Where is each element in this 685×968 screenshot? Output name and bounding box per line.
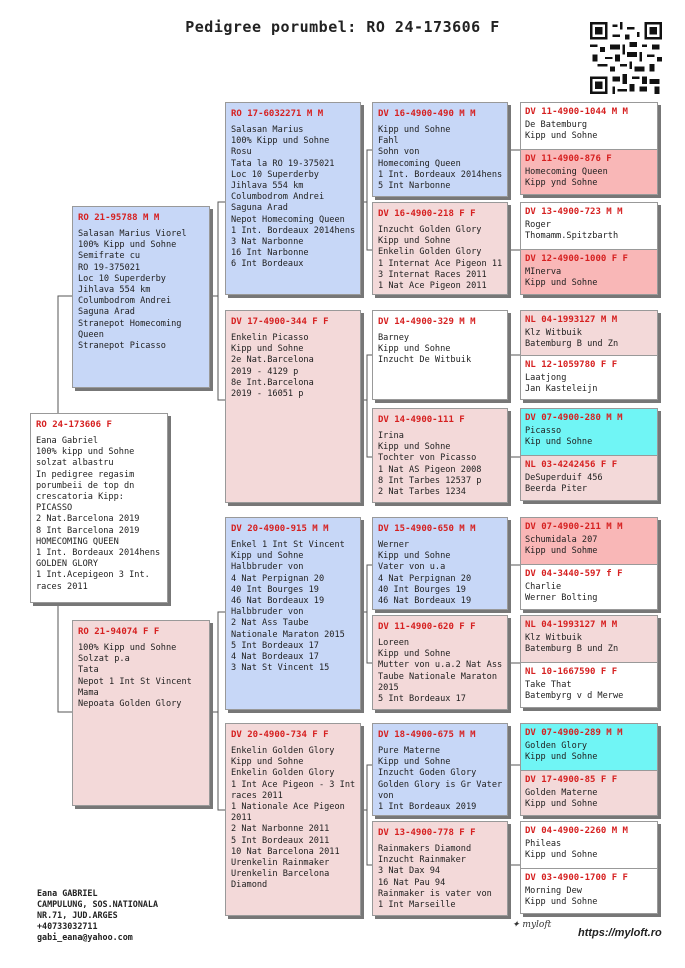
- details: Charlie Werner Bolting: [525, 581, 598, 603]
- ring-id: DV 07-4900-289 M M: [525, 728, 623, 738]
- details: Phileas Kipp und Sohne: [525, 839, 598, 861]
- ancestor-entry: [521, 409, 657, 455]
- ring-id: DV 11-4900-620 F F: [378, 622, 476, 632]
- details: Picasso Kip und Sohne: [525, 426, 593, 448]
- ring-id: DV 07-4900-211 M M: [525, 522, 623, 532]
- owner-contact: [37, 888, 158, 943]
- sire-ring-id: RO 21-95788 M M: [78, 213, 160, 223]
- website-link[interactable]: https://myloft.ro: [578, 927, 662, 939]
- details: Roger Thomamm.Spitzbarth: [525, 220, 619, 242]
- sire-details: Salasan Marius Viorel 100% Kipp und Sohne Semifrate cu RO 19-375021 Loc 10 Superderby Jihlava 554 km Columbodrom Andrei Saguna Arad Stranepot Homecoming Queen Stranepot Picasso: [78, 229, 187, 352]
- details: Enkelin Picasso Kipp und Sohne 2e Nat.Barcelona 2019 - 4129 p 8e Int.Barcelona 2019 - 16051 p: [231, 333, 314, 400]
- ring-id: DV 16-4900-490 M M: [378, 109, 476, 119]
- details: Klz Witbuik Batemburg B und Zn: [525, 633, 619, 655]
- myloft-logo: [512, 920, 551, 930]
- ring-id: DV 12-4900-1000 F F: [525, 253, 628, 264]
- details: Inzucht Golden Glory Kipp und Sohne Enkelin Golden Glory 1 Internat Ace Pigeon 11 3 Internat Races 2011 1 Nat Ace Pigeon 2011: [378, 225, 503, 292]
- details: Loreen Kipp und Sohne Mutter von u.a.2 Nat Ass Taube Nationale Maraton 2015 5 Int Bordeaux 17: [378, 638, 503, 705]
- page-title: Pedigree porumbel: RO 24-173606 F: [185, 18, 500, 36]
- grandparent-card: [225, 102, 361, 295]
- subject-ring-id: RO 24-173606 F: [36, 420, 112, 430]
- ancestor-pair: [520, 102, 658, 195]
- ancestor-entry: [521, 249, 657, 295]
- great-grandparent-card: [372, 615, 508, 710]
- ancestor-entry: [521, 518, 657, 564]
- owner-email[interactable]: gabi_eana@yahoo.com: [37, 932, 133, 942]
- owner-address-line: CAMPULUNG, SOS.NATIONALA: [37, 899, 159, 909]
- details: Enkel 1 Int St Vincent Kipp und Sohne Halbbruder von 4 Nat Perpignan 20 40 Int Bourges 19 46 Nat Bordeaux 19 Halbbruder von 2 Nat Ass Taube Nationale Maraton 2015 5 Int Bordeaux 17 4 Nat Bordeaux 17 3 Nat St Vincent 15: [231, 540, 345, 674]
- ring-id: DV 11-4900-876 F: [525, 153, 612, 164]
- ring-id: DV 11-4900-1044 M M: [525, 107, 628, 117]
- ancestor-entry: [521, 355, 657, 399]
- details: Golden Materne Kipp und Sohne: [525, 787, 598, 809]
- owner-name: Eana GABRIEL: [37, 888, 98, 898]
- ring-id: DV 17-4900-85 F F: [525, 774, 618, 785]
- ancestor-entry: [521, 616, 657, 662]
- ring-id: DV 18-4900-675 M M: [378, 730, 476, 740]
- grandparent-card: [225, 310, 361, 503]
- owner-phone: +40733032711: [37, 921, 98, 931]
- ring-id: DV 20-4900-734 F F: [231, 730, 329, 740]
- details: Enkelin Golden Glory Kipp und Sohne Enkelin Golden Glory 1 Int Ace Pigeon - 3 Int races 2011 1 Nationale Ace Pigeon 2011 2 Nat Narbonne 2011 5 Int Bordeaux 2011 10 Nat Barcelona 2011 Urenkelin Rainmaker Urenkelin Barcelona Diamond: [231, 746, 356, 891]
- great-grandparent-card: [372, 723, 508, 816]
- great-grandparent-card: [372, 202, 508, 295]
- details: Salasan Marius 100% Kipp und Sohne Rosu Tata la RO 19-375021 Loc 10 Superderby Jihlava 554 km Columbodrom Andrei Saguna Arad Nepot Homecoming Queen 1 Int. Bordeaux 2014hens 3 Nat Narbonne 16 Int Narbonne 6 Int Bordeaux: [231, 125, 356, 270]
- details: DeSuperduif 456 Beerda Piter: [525, 472, 603, 494]
- details: Morning Dew Kipp und Sohne: [525, 885, 598, 907]
- ancestor-entry: [521, 662, 657, 708]
- ring-id: DV 17-4900-344 F F: [231, 317, 329, 327]
- ancestor-pair: [520, 615, 658, 708]
- details: Irina Kipp und Sohne Tochter von Picasso 1 Nat AS Pigeon 2008 8 Int Tarbes 12537 p 2 Nat Tarbes 1234: [378, 431, 482, 498]
- ring-id: DV 13-4900-723 M M: [525, 207, 623, 217]
- owner-address-line: NR.71, JUD.ARGES: [37, 910, 118, 920]
- ring-id: NL 10-1667590 F F: [525, 666, 618, 677]
- ancestor-entry: [521, 822, 657, 868]
- ancestor-entry: [521, 203, 657, 249]
- dam-ring-id: RO 21-94074 F F: [78, 627, 160, 637]
- ancestor-entry: [521, 103, 657, 149]
- ancestor-pair: [520, 202, 658, 295]
- details: Rainmakers Diamond Inzucht Rainmaker 3 Nat Dax 94 16 Nat Pau 94 Rainmaker is vater von 1 Int Marseille: [378, 844, 492, 911]
- details: Klz Witbuik Batemburg B und Zn: [525, 328, 619, 350]
- ring-id: NL 03-4242456 F F: [525, 459, 618, 470]
- ring-id: DV 13-4900-778 F F: [378, 828, 476, 838]
- ring-id: DV 16-4900-218 F F: [378, 209, 476, 219]
- ring-id: DV 15-4900-650 M M: [378, 524, 476, 534]
- details: Werner Kipp und Sohne Vater von u.a 4 Nat Perpignan 20 40 Int Bourges 19 46 Nat Bordeaux 19: [378, 540, 472, 607]
- ring-id: NL 04-1993127 M M: [525, 620, 618, 630]
- subject-card: [30, 413, 168, 603]
- details: Laatjong Jan Kasteleijn: [525, 373, 598, 395]
- grandparent-card: [225, 517, 361, 710]
- great-grandparent-card: [372, 821, 508, 916]
- ancestor-pair: [520, 408, 658, 501]
- details: Schumidala 207 Kipp und Sohme: [525, 535, 598, 557]
- ring-id: DV 04-3440-597 f F: [525, 568, 623, 579]
- ancestor-entry: [521, 455, 657, 501]
- ancestor-pair: [520, 821, 658, 914]
- ancestor-pair: [520, 310, 658, 400]
- pigeon-icon: ✦: [512, 920, 520, 930]
- ring-id: NL 04-1993127 M M: [525, 315, 618, 325]
- great-grandparent-card: [372, 408, 508, 503]
- details: MInerva Kipp und Sohne: [525, 266, 598, 288]
- grandparent-card: [225, 723, 361, 916]
- ring-id: DV 14-4900-111 F: [378, 415, 465, 425]
- details: Barney Kipp und Sohne Inzucht De Witbuik: [378, 333, 472, 366]
- ring-id: RO 17-6032271 M M: [231, 109, 324, 119]
- ring-id: DV 07-4900-280 M M: [525, 413, 623, 423]
- great-grandparent-card: [372, 102, 508, 197]
- ancestor-entry: [521, 564, 657, 610]
- details: Pure Materne Kipp und Sohne Inzucht Goden Glory Golden Glory is Gr Vater von 1 Int Bordeaux 2019: [378, 746, 503, 813]
- ancestor-entry: [521, 868, 657, 914]
- ancestor-entry: [521, 311, 657, 355]
- ring-id: DV 14-4900-329 M M: [378, 317, 476, 327]
- logo-text: myloft: [522, 920, 552, 930]
- dam-details: 100% Kipp und Sohne Solzat p.a Tata Nepot 1 Int St Vincent Mama Nepoata Golden Glory: [78, 643, 192, 710]
- ancestor-pair: [520, 723, 658, 816]
- ring-id: DV 03-4900-1700 F F: [525, 872, 628, 883]
- dam-card: [72, 620, 210, 806]
- great-grandparent-card: [372, 310, 508, 400]
- details: Homecoming Queen Kipp ynd Sohne: [525, 166, 608, 188]
- ring-id: DV 20-4900-915 M M: [231, 524, 329, 534]
- sire-card: [72, 206, 210, 388]
- great-grandparent-card: [372, 517, 508, 610]
- ancestor-entry: [521, 724, 657, 770]
- ring-id: NL 12-1059780 F F: [525, 360, 618, 370]
- ancestor-pair: [520, 517, 658, 610]
- details: Take That Batembyrg v d Merwe: [525, 679, 624, 701]
- ring-id: DV 04-4900-2260 M M: [525, 826, 628, 836]
- details: De Batemburg Kipp und Sohne: [525, 120, 598, 142]
- subject-details: Eana Gabriel 100% kipp und Sohne solzat albastru In pedigree regasim porumbeii de top dn crescatoria Kipp: PICASSO 2 Nat.Barcelona 2019 8 Int Barcelona 2019 HOMECOMING QUEEN 1 Int. Bordeaux 2014hens GOLDEN GLORY 1 Int.Acepigeon 3 Int. races 2011: [36, 436, 161, 592]
- details: Golden Glory Kipp und Sohne: [525, 741, 598, 763]
- ancestor-entry: [521, 149, 657, 195]
- details: Kipp und Sohne Fahl Sohn von Homecoming Queen 1 Int. Bordeaux 2014hens 5 Int Narbonne: [378, 125, 503, 192]
- ancestor-entry: [521, 770, 657, 816]
